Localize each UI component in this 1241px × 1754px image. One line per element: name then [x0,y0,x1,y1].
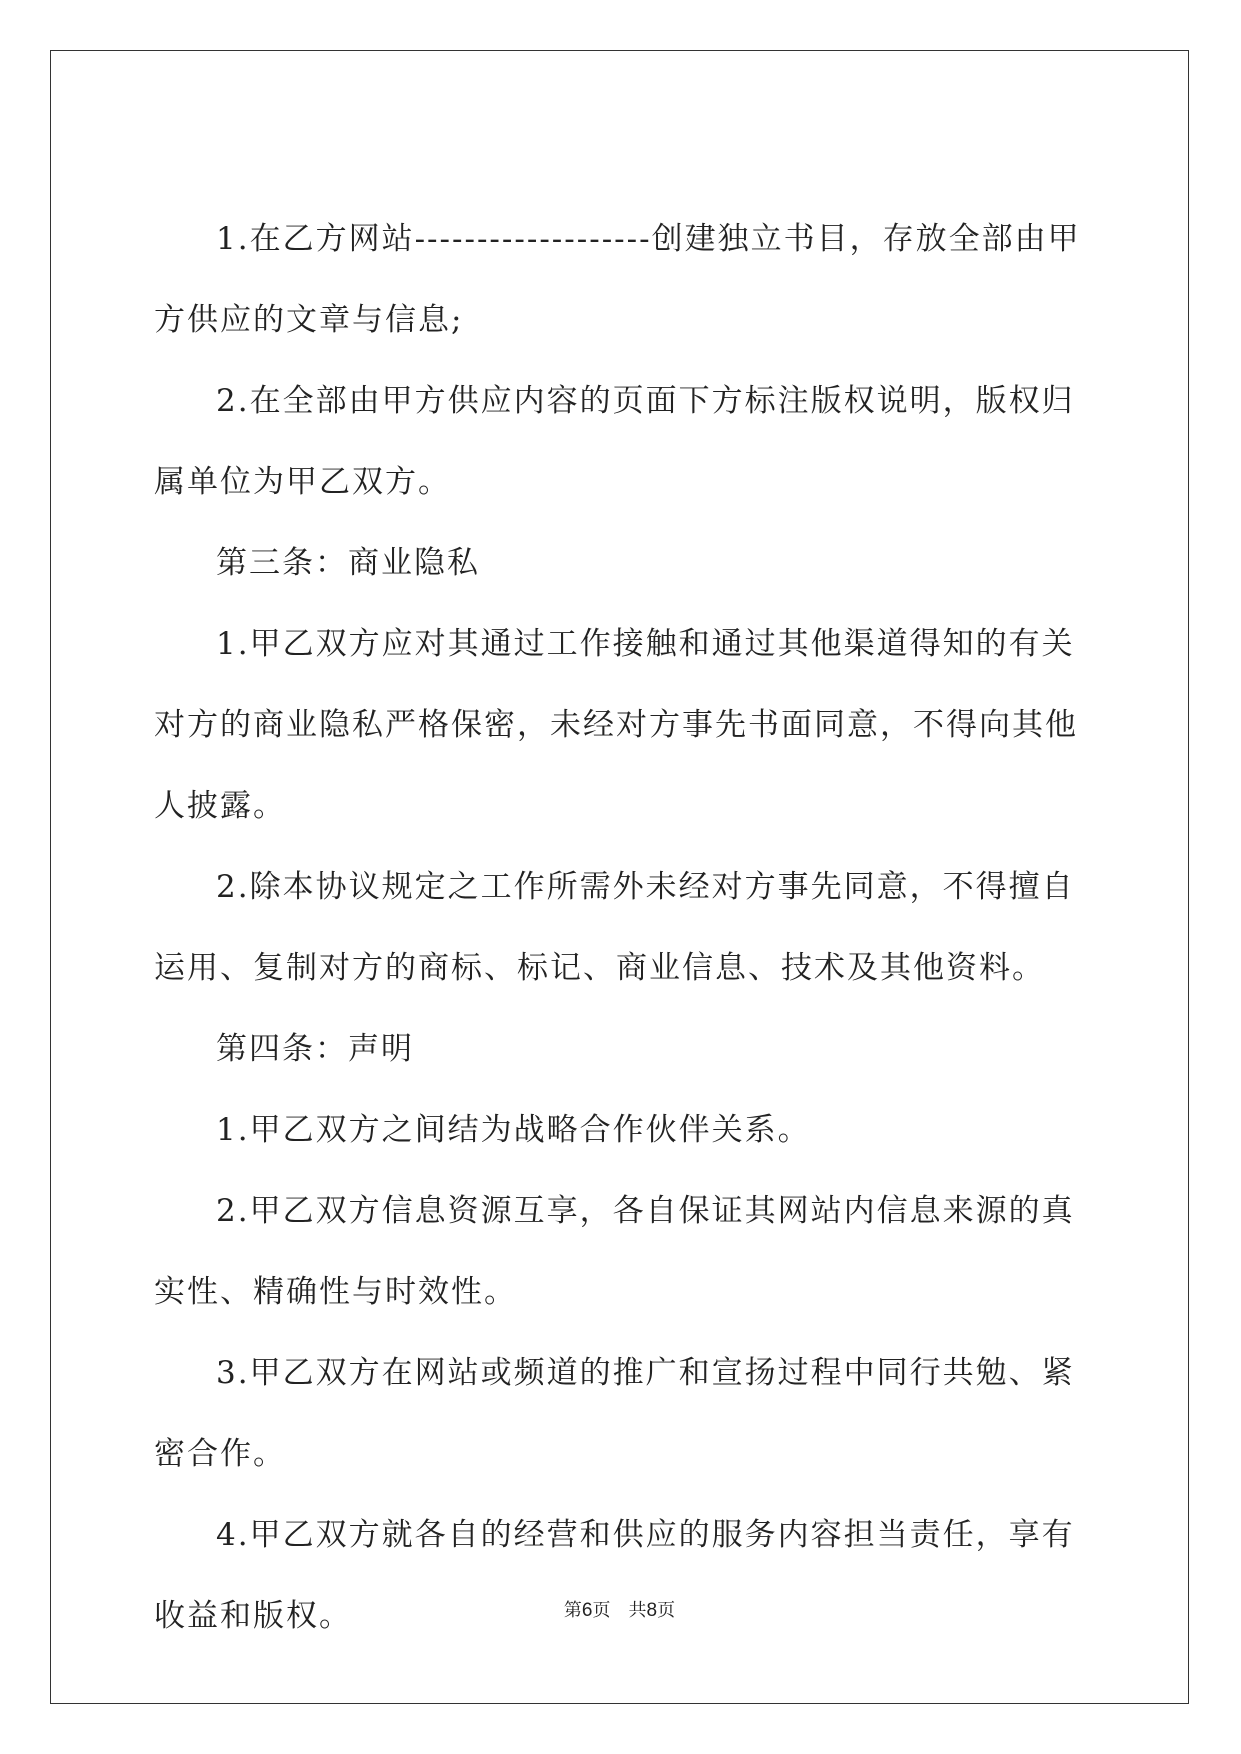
footer-prefix: 第 [563,1600,582,1621]
paragraph-article3-item2: 2.除本协议规定之工作所需外未经对方事先同意，不得擅自运用、复制对方的商标、标记、商业信息、技术及其他资料。 [154,869,1075,986]
current-page-number: 6 [581,1600,593,1621]
page-footer [51,1596,1188,1622]
total-pages-number: 8 [646,1600,658,1621]
heading-article3: 第三条：商业隐私 [216,545,480,581]
footer-total-suffix: 页 [657,1600,676,1621]
footer-page-suffix: 页 [592,1600,611,1621]
footer-total-prefix: 共 [628,1600,647,1621]
paragraph-article4-item4: 4.甲乙双方就各自的经营和供应的服务内容担当责任，享有收益和版权。 [154,1517,1075,1634]
paragraph-article4-item1: 1.甲乙双方之间结为战略合作伙伴关系。 [216,1112,811,1148]
paragraph-article2-item1: 1.在乙方网站-------------------创建独立书目，存放全部由甲方供应的文章与信息; [154,221,1081,338]
paragraph-article3-item1: 1.甲乙双方应对其通过工作接触和通过其他渠道得知的有关对方的商业隐私严格保密，未经对方事先书面同意，不得向其他人披露。 [154,626,1078,824]
document-page [50,50,1189,1704]
paragraph-article4-item2: 2.甲乙双方信息资源互享，各自保证其网站内信息来源的真实性、精确性与时效性。 [154,1193,1075,1310]
heading-article4: 第四条：声明 [216,1031,414,1067]
document-body [154,199,1094,1657]
paragraph-article2-item2: 2.在全部由甲方供应内容的页面下方标注版权说明，版权归属单位为甲乙双方。 [154,383,1075,500]
paragraph-article4-item3: 3.甲乙双方在网站或频道的推广和宣扬过程中同行共勉、紧密合作。 [154,1355,1075,1472]
